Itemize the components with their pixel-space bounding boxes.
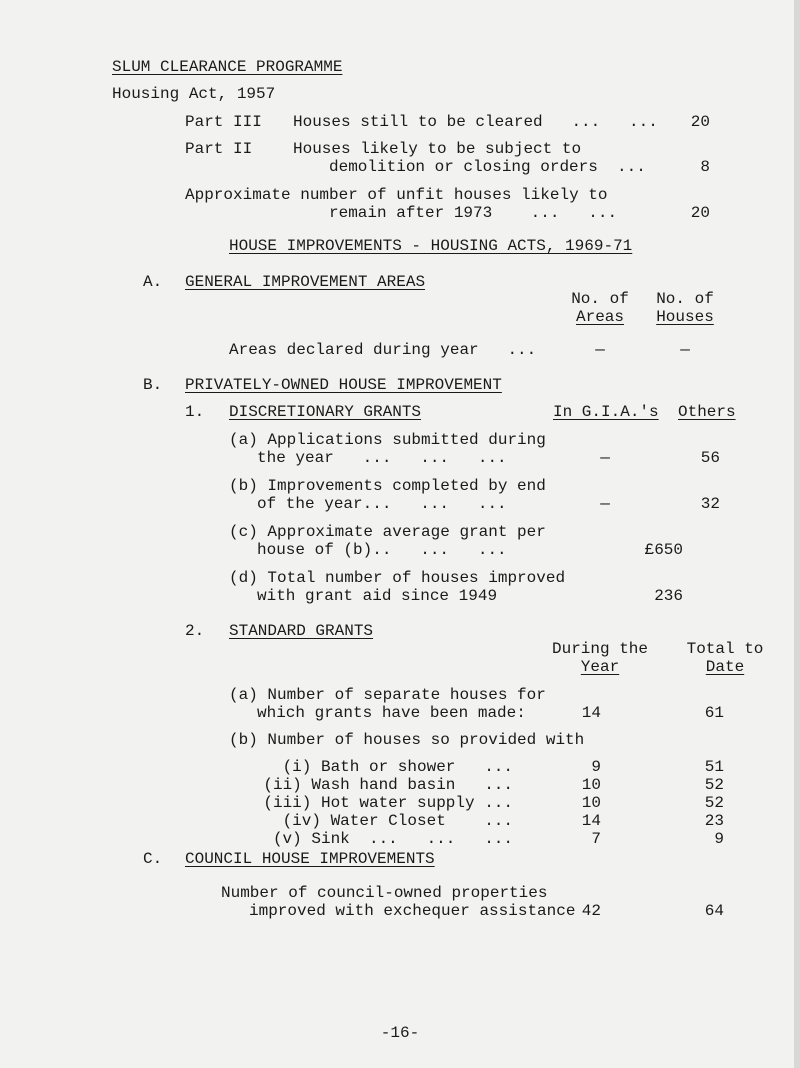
grant-b-others: 32 [700, 495, 720, 513]
section-a-letter: A. [143, 273, 163, 291]
section-b-heading: PRIVATELY-OWNED HOUSE IMPROVEMENT [185, 376, 502, 394]
improvements-heading: HOUSE IMPROVEMENTS - HOUSING ACTS, 1969-71 [229, 237, 633, 255]
amenity-during: 7 [591, 830, 601, 848]
amenity-total: 9 [714, 830, 724, 848]
grant-a-others: 56 [700, 449, 720, 467]
page-title: SLUM CLEARANCE PROGRAMME [112, 58, 343, 76]
amenity-total: 23 [704, 812, 724, 830]
part3-label: Part III [185, 113, 262, 131]
standard-a-during: 14 [581, 704, 601, 722]
amenity-total: 52 [704, 776, 724, 794]
standard-a-line2: which grants have been made: [257, 704, 526, 722]
grant-a-line2: the year ... ... ... [257, 449, 507, 467]
section-a-row-v1: — [595, 341, 605, 359]
grant-a-gia: — [600, 449, 610, 467]
amenity-label: (ii) Wash hand basin ... [263, 776, 513, 794]
standard-a-total: 61 [704, 704, 724, 722]
section-a-row-v2: — [680, 341, 690, 359]
part2-text-line2: demolition or closing orders ... [329, 158, 646, 176]
col-during-line2: Year [580, 658, 620, 676]
amenity-during: 14 [581, 812, 601, 830]
section-c-line2: improved with exchequer assistance [249, 902, 576, 920]
standard-a-line1: (a) Number of separate houses for [229, 686, 546, 704]
grant-d-line2: with grant aid since 1949 [257, 587, 498, 605]
item1-number: 1. [185, 403, 205, 421]
grant-c-line1: (c) Approximate average grant per [229, 523, 546, 541]
col-gia-header: In G.I.A.'s [553, 403, 659, 421]
section-a-col1-line2: Areas [575, 308, 624, 326]
page-edge-shadow [794, 0, 800, 1068]
grant-c-line2: house of (b).. ... ... [257, 541, 507, 559]
amenity-total: 51 [704, 758, 724, 776]
approx-value: 20 [690, 204, 710, 222]
section-a-col1-line1: No. of [571, 290, 629, 308]
amenity-label: (iv) Water Closet ... [282, 812, 513, 830]
page-number: -16- [380, 1024, 420, 1042]
amenity-label: (v) Sink ... ... ... [272, 830, 513, 848]
part2-text-line1: Houses likely to be subject to [293, 140, 582, 158]
section-a-col2-line1: No. of [656, 290, 714, 308]
section-b-letter: B. [143, 376, 163, 394]
standard-b-text: (b) Number of houses so provided with [229, 731, 585, 749]
part2-value: 8 [700, 158, 710, 176]
amenity-during: 9 [591, 758, 601, 776]
grant-a-line1: (a) Applications submitted during [229, 431, 546, 449]
section-c-line1: Number of council-owned properties [221, 884, 548, 902]
col-total-line2: Date [705, 658, 745, 676]
section-c-during: 42 [581, 902, 601, 920]
section-c-heading: COUNCIL HOUSE IMPROVEMENTS [185, 850, 435, 868]
col-during-line1: During the [551, 640, 648, 658]
grant-b-gia: — [600, 495, 610, 513]
grant-b-line2: of the year... ... ... [257, 495, 507, 513]
section-c-letter: C. [143, 850, 163, 868]
grant-d-line1: (d) Total number of houses improved [229, 569, 566, 587]
item2-heading: STANDARD GRANTS [229, 622, 374, 640]
col-others-header: Others [678, 403, 736, 421]
part3-value: 20 [690, 113, 710, 131]
section-a-heading: GENERAL IMPROVEMENT AREAS [185, 273, 426, 291]
col-total-line1: Total to [686, 640, 764, 658]
amenity-total: 52 [704, 794, 724, 812]
amenity-during: 10 [581, 776, 601, 794]
amenity-label: (i) Bath or shower ... [282, 758, 513, 776]
act-reference: Housing Act, 1957 [112, 85, 276, 103]
item2-number: 2. [185, 622, 205, 640]
approx-text-line1: Approximate number of unfit houses likely to [185, 186, 608, 204]
grant-c-value: £650 [644, 541, 683, 559]
approx-text-line2: remain after 1973 ... ... [329, 204, 618, 222]
amenity-during: 10 [581, 794, 601, 812]
part2-label: Part II [185, 140, 253, 158]
section-c-total: 64 [704, 902, 724, 920]
item1-heading: DISCRETIONARY GRANTS [229, 403, 422, 421]
section-a-row-label: Areas declared during year ... [229, 341, 537, 359]
grant-d-value: 236 [654, 587, 683, 605]
amenity-label: (iii) Hot water supply ... [263, 794, 513, 812]
grant-b-line1: (b) Improvements completed by end [229, 477, 546, 495]
section-a-col2-line2: Houses [656, 308, 714, 326]
part3-text: Houses still to be cleared ... ... [293, 113, 658, 131]
